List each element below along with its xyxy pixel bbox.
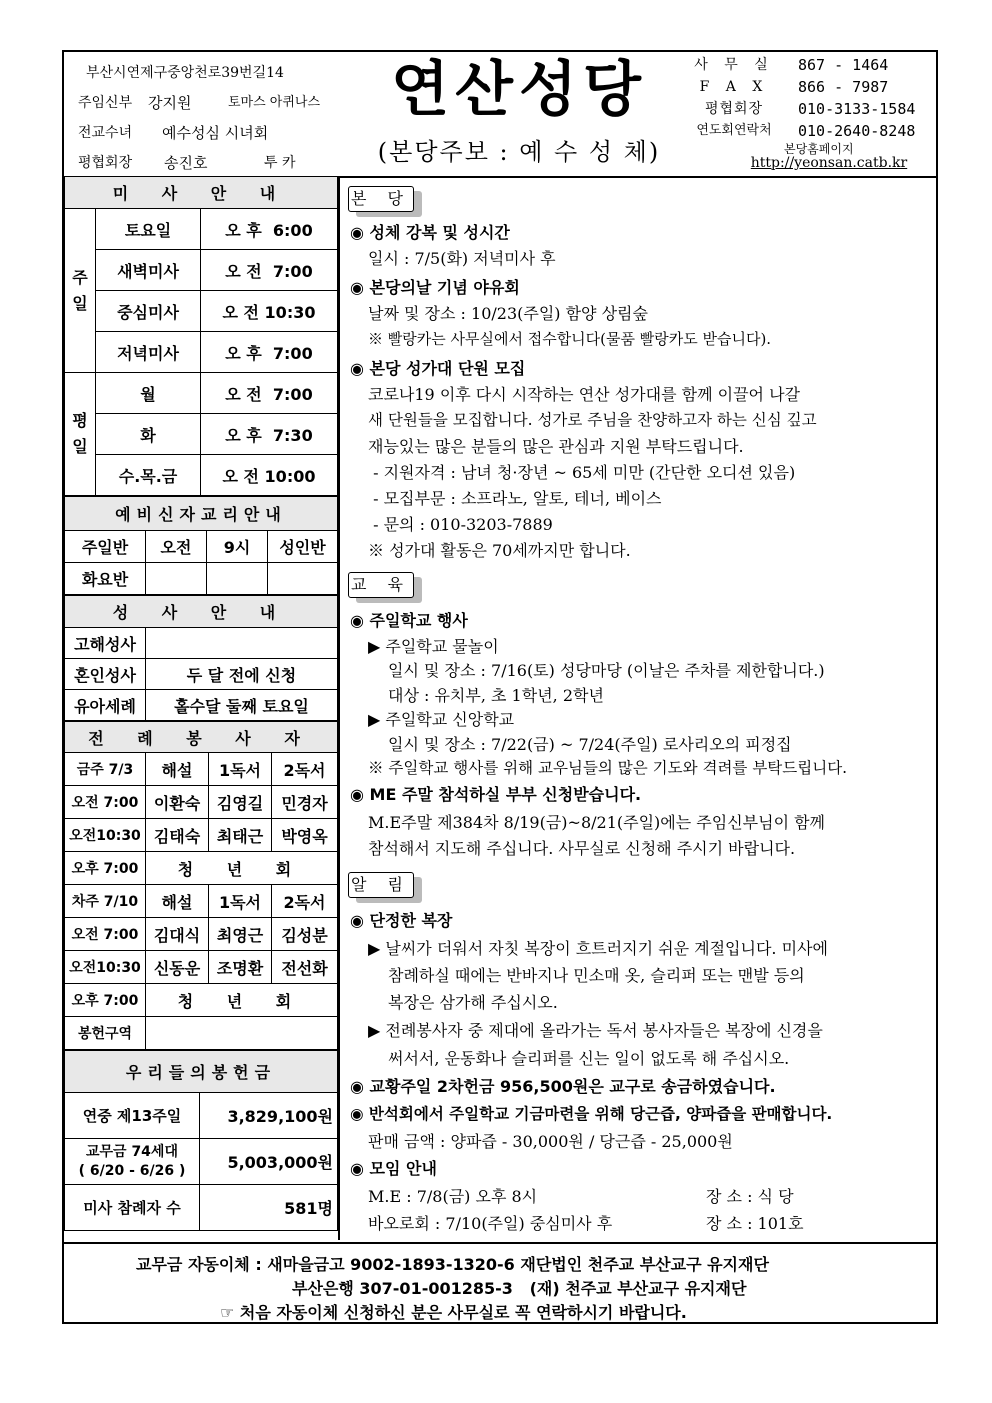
mass-heading: 미 사 안 내 xyxy=(65,177,338,209)
notice-line: ▶ 전례봉사자 중 제대에 올라가는 독서 봉사자들은 복장에 신경을 xyxy=(368,1021,823,1040)
offering-name: 미사 참례자 수 xyxy=(65,1185,200,1231)
server-cell: 김대식 xyxy=(146,918,209,951)
liturgy-servers-table xyxy=(64,721,338,1050)
offering-name: 교무금 74세대 ( 6/20 - 6/26 ) xyxy=(65,1139,200,1185)
sister-name: 예수성심 시녀회 xyxy=(162,124,269,142)
server-cell: 민경자 xyxy=(272,786,338,819)
footer-line: ☞ 처음 자동이체 신청하신 분은 사무실로 꼭 연락하시기 바랍니다. xyxy=(220,1303,687,1322)
server-cell: 해설 xyxy=(146,885,209,918)
parish-line: ※ 빨랑카는 사무실에서 접수합니다(물품 빨랑카도 받습니다). xyxy=(368,330,772,348)
parish-line: - 모집부문 : 소프라노, 알토, 테너, 베이스 xyxy=(368,489,662,508)
notice-line: ▶ 날씨가 더워서 자칫 복장이 흐트러지기 쉬운 계절입니다. 미사에 xyxy=(368,939,828,958)
server-cell: 청 년 회 xyxy=(146,984,338,1017)
homepage-link[interactable]: http://yeonsan.catb.kr xyxy=(750,155,908,171)
servers-heading: 전 례 봉 사 자 xyxy=(65,722,338,753)
server-cell: 이환숙 xyxy=(146,786,209,819)
right-column xyxy=(340,176,936,1240)
bulletin-footer xyxy=(64,1242,936,1324)
catechism-cell xyxy=(268,563,338,595)
education-line: ▶ 주일학교 신앙학교 xyxy=(368,710,515,729)
contact-value: 010-3133-1584 xyxy=(798,100,916,118)
sacrament-value xyxy=(146,628,338,659)
pastor-name: 강지원 xyxy=(148,94,192,112)
notice-line: 바오로회 : 7/10(주일) 중심미사 후 xyxy=(368,1214,613,1233)
tab-parish: 본 당 xyxy=(348,186,414,212)
catechism-cell xyxy=(207,563,268,595)
notice-line: ◉ 교황주일 2차헌금 956,500원은 교구로 송금하였습니다. xyxy=(350,1077,776,1096)
education-line: ※ 주일학교 행사를 위해 교우님들의 많은 기도와 격려를 부탁드립니다. xyxy=(368,759,848,777)
pastor-label: 주임신부 xyxy=(78,95,133,111)
server-cell: 김영길 xyxy=(209,786,272,819)
catechism-cell: 성인반 xyxy=(268,531,338,563)
contact-label: 사 무 실 xyxy=(694,57,774,73)
offerings-table xyxy=(64,1050,338,1231)
contact-list xyxy=(684,54,932,142)
catechism-cell: 화요반 xyxy=(65,563,146,595)
sacrament-name: 유아세례 xyxy=(65,690,146,721)
mass-name: 중심미사 xyxy=(96,291,201,332)
sacrament-value: 홀수달 둘째 토요일 xyxy=(146,690,338,721)
mass-time: 오 전 10:30 xyxy=(201,291,338,332)
mass-time: 오 전 7:00 xyxy=(201,373,338,414)
parish-line: 새 단원들을 모집합니다. 성가로 주님을 찬양하고자 하는 신심 깊고 xyxy=(368,411,817,429)
parish-line: ◉ 본당의날 기념 야유회 xyxy=(350,278,520,297)
offering-value: 3,829,100원 xyxy=(200,1093,338,1139)
server-cell: 1독서 xyxy=(209,753,272,786)
parish-line: ◉ 본당 성가대 단원 모집 xyxy=(350,359,526,378)
server-cell: 김태숙 xyxy=(146,819,209,852)
server-cell: 오후 7:00 xyxy=(65,852,146,885)
mass-time: 오 후 7:00 xyxy=(201,332,338,373)
server-cell: 1독서 xyxy=(209,885,272,918)
notice-line: ◉ 반석회에서 주일학교 기금마련을 위해 당근즙, 양파즙을 판매합니다. xyxy=(350,1105,833,1123)
parish-line: ◉ 성체 강복 및 성시간 xyxy=(350,223,510,242)
parish-address: 부산시연제구중앙천로39번길14 xyxy=(86,65,284,81)
sacraments-table xyxy=(64,595,338,721)
education-line: ▶ 주일학교 물놀이 xyxy=(368,637,499,656)
parish-line: - 지원자격 : 남녀 청·장년 ~ 65세 미만 (간단한 오디션 있음) xyxy=(368,463,796,482)
contact-value: 866 - 7987 xyxy=(798,78,889,96)
catechism-cell: 주일반 xyxy=(65,531,146,563)
contact-label: 평협회장 xyxy=(704,101,764,117)
server-cell: 전선화 xyxy=(272,951,338,984)
parish-info xyxy=(72,58,362,178)
server-cell: 청 년 회 xyxy=(146,852,338,885)
mass-name: 수.목.금 xyxy=(96,455,201,496)
tab-education: 교 육 xyxy=(348,572,414,598)
contact-label: 연도회연락처 xyxy=(696,123,772,138)
sacraments-heading: 성 사 안 내 xyxy=(65,596,338,628)
contact-label: F A X xyxy=(699,79,769,95)
server-cell: 최태근 xyxy=(209,819,272,852)
offerings-heading: 우리들의봉헌금 xyxy=(65,1051,338,1093)
offering-value: 581명 xyxy=(200,1185,338,1231)
bulletin-subtitle: (본당주보 : 예 수 성 체) xyxy=(377,138,661,166)
education-line: 일시 및 장소 : 7/22(금) ~ 7/24(주일) 로사리오의 피정집 xyxy=(388,735,792,754)
sunday-label: 주 일 xyxy=(65,209,96,373)
parish-line: ※ 성가대 활동은 70세까지만 합니다. xyxy=(368,541,631,560)
notice-line: 참례하실 때에는 반바지나 민소매 옷, 슬리퍼 또는 맨발 등의 xyxy=(388,966,805,985)
mass-name: 토요일 xyxy=(96,209,201,250)
server-cell: 오전10:30 xyxy=(65,951,146,984)
server-cell: 오전 7:00 xyxy=(65,786,146,819)
notice-line: 장 소 : 101호 xyxy=(706,1214,804,1233)
education-line: 일시 및 장소 : 7/16(토) 성당마당 (이날은 주차를 제한합니다.) xyxy=(388,661,825,680)
notice-line: 판매 금액 : 양파즙 - 30,000원 / 당근즙 - 25,000원 xyxy=(368,1132,733,1151)
sacrament-name: 고해성사 xyxy=(65,628,146,659)
education-line: 대상 : 유치부, 초 1학년, 2학년 xyxy=(388,686,604,705)
footer-line: 부산은행 307-01-001285-3 (재) 천주교 부산교구 유지재단 xyxy=(292,1279,747,1298)
mass-name: 화 xyxy=(96,414,201,455)
footer-line: 교무금 자동이체 : 새마을금고 9002-1893-1320-6 재단법인 천주교 부산교구 유지재단 xyxy=(136,1255,769,1274)
catechism-cell: 9시 xyxy=(207,531,268,563)
server-cell: 봉헌구역 xyxy=(65,1017,146,1050)
mass-time: 오 전 10:00 xyxy=(201,455,338,496)
mass-time: 오 전 7:00 xyxy=(201,250,338,291)
server-cell: 신동운 xyxy=(146,951,209,984)
parish-line: 코로나19 이후 다시 시작하는 연산 성가대를 함께 이끌어 나갈 xyxy=(368,385,800,404)
server-cell: 박영옥 xyxy=(272,819,338,852)
parish-title: 연산성당 xyxy=(391,55,647,125)
council-name: 송진호 xyxy=(164,154,208,172)
notice-line: ◉ 모임 안내 xyxy=(350,1159,437,1178)
server-cell: 2독서 xyxy=(272,885,338,918)
parish-line: 날짜 및 장소 : 10/23(주일) 함양 상림숲 xyxy=(368,304,648,323)
tab-notices: 알 림 xyxy=(348,872,414,898)
bulletin-sheet xyxy=(62,50,938,1324)
catechism-heading: 예비신자교리안내 xyxy=(65,497,338,531)
server-cell: 김성분 xyxy=(272,918,338,951)
sister-label: 전교수녀 xyxy=(78,125,133,141)
mass-time: 오 후 6:00 xyxy=(201,209,338,250)
contact-value: 867 - 1464 xyxy=(798,56,889,74)
server-cell: 2독서 xyxy=(272,753,338,786)
council-label: 평협회장 xyxy=(78,155,133,171)
catechism-table xyxy=(64,496,338,595)
mass-name: 새벽미사 xyxy=(96,250,201,291)
server-cell: 오후 7:00 xyxy=(65,984,146,1017)
notice-line: 장 소 : 식 당 xyxy=(706,1187,794,1206)
mass-schedule-table xyxy=(64,176,338,496)
education-line: 참석해서 지도해 주십니다. 사무실로 신청해 주시기 바랍니다. xyxy=(368,839,796,858)
education-line: M.E주말 제384차 8/19(금)~8/21(주일)에는 주임신부님이 함께 xyxy=(368,813,826,832)
homepage-label: 본당홈페이지 xyxy=(784,142,854,156)
server-cell: 해설 xyxy=(146,753,209,786)
parish-line: - 문의 : 010-3203-7889 xyxy=(368,515,553,534)
notice-line: M.E : 7/8(금) 오후 8시 xyxy=(368,1187,538,1206)
server-cell xyxy=(146,1017,338,1050)
mass-name: 월 xyxy=(96,373,201,414)
catechism-cell: 오전 xyxy=(146,531,207,563)
notice-line: 써서서, 운동화나 슬리퍼를 신는 일이 없도록 해 주십시오. xyxy=(388,1049,790,1068)
server-cell: 오전 7:00 xyxy=(65,918,146,951)
weekday-label: 평 일 xyxy=(65,373,96,496)
education-line: ◉ 주일학교 행사 xyxy=(350,611,468,630)
mass-time: 오 후 7:30 xyxy=(201,414,338,455)
contact-value: 010-2640-8248 xyxy=(798,122,916,140)
offering-value: 5,003,000원 xyxy=(200,1139,338,1185)
server-cell: 최영근 xyxy=(209,918,272,951)
education-line: ◉ ME 주말 참석하실 부부 신청받습니다. xyxy=(350,785,642,804)
council-baptismal-name: 투 카 xyxy=(264,155,296,171)
sacrament-name: 혼인성사 xyxy=(65,659,146,690)
parish-line: 재능있는 많은 분들의 많은 관심과 지원 부탁드립니다. xyxy=(368,437,744,456)
notice-line: 복장은 삼가해 주십시오. xyxy=(388,993,558,1012)
server-cell: 금주 7/3 xyxy=(65,753,146,786)
bulletin-header xyxy=(64,52,936,178)
pastor-baptismal-name: 토마스 아퀴나스 xyxy=(228,95,321,110)
server-cell: 차주 7/10 xyxy=(65,885,146,918)
catechism-cell xyxy=(146,563,207,595)
sacrament-value: 두 달 전에 신청 xyxy=(146,659,338,690)
server-cell: 오전10:30 xyxy=(65,819,146,852)
mass-name: 저녁미사 xyxy=(96,332,201,373)
left-column xyxy=(64,176,340,1240)
offering-name: 연중 제13주일 xyxy=(65,1093,200,1139)
parish-line: 일시 : 7/5(화) 저녁미사 후 xyxy=(368,249,556,268)
server-cell: 조명환 xyxy=(209,951,272,984)
notice-line: ◉ 단정한 복장 xyxy=(350,911,453,930)
